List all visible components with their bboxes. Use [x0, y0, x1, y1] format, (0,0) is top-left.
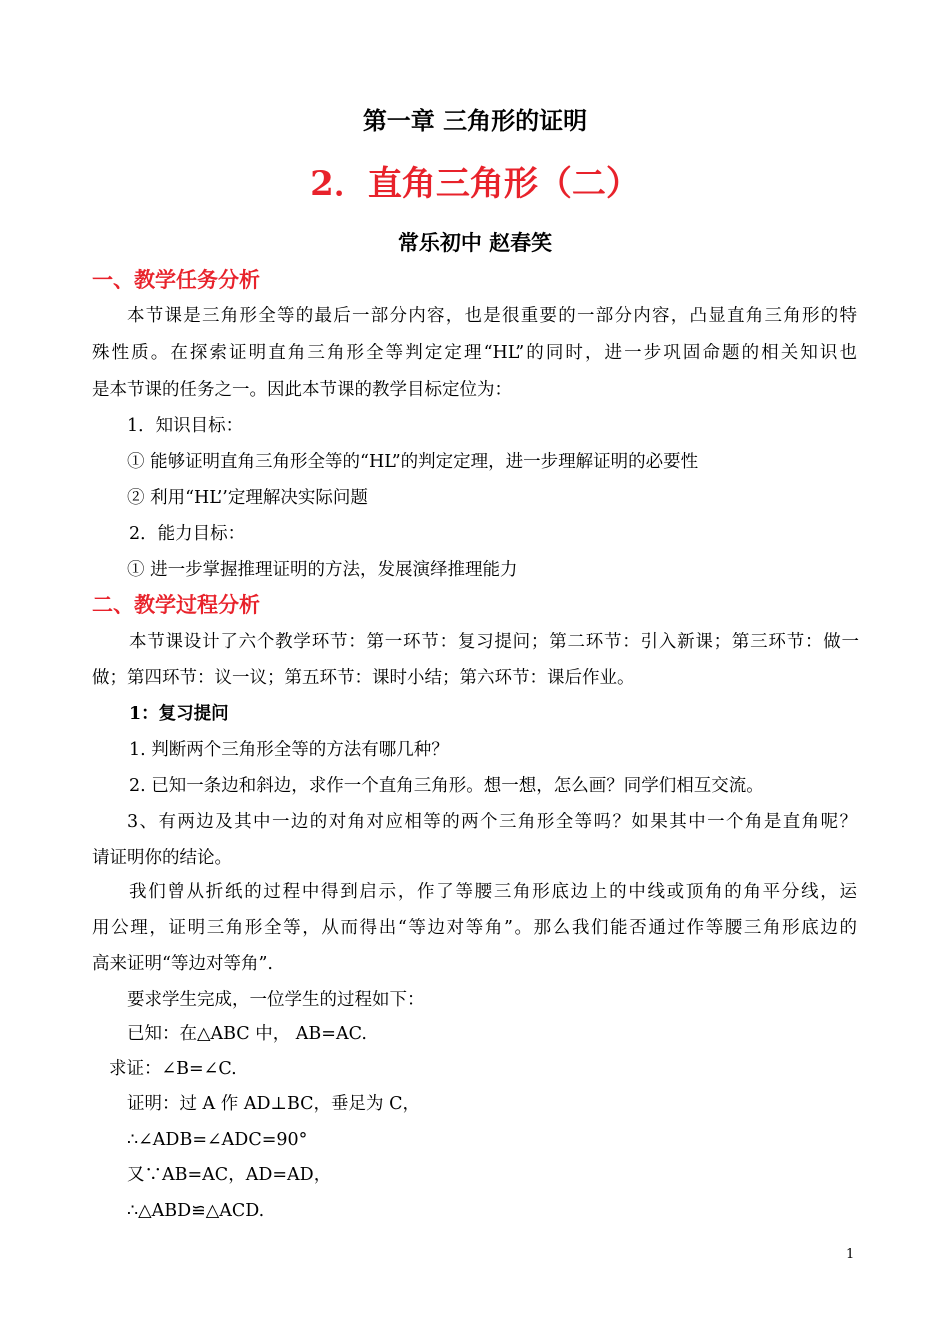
- prove-line: 求证：∠B=∠C.: [109, 1059, 237, 1079]
- paragraph-line: 做；第四环节：议一议；第五环节：课时小结；第六环节：课后作业。: [92, 668, 635, 688]
- paragraph-line: 本节课设计了六个教学环节：第一环节：复习提问；第二环节：引入新课；第三环节：做一: [129, 632, 859, 652]
- paragraph-line: 本节课是三角形全等的最后一部分内容，也是很重要的一部分内容，凸显直角三角形的特: [127, 306, 857, 326]
- proof-step: 又∵AB=AC，AD=AD，: [127, 1165, 332, 1185]
- knowledge-goal-label: 1．知识目标：: [127, 416, 244, 436]
- author-line: 常乐初中 赵春笑: [397, 230, 553, 255]
- knowledge-goal-item: ② 利用“HL’’定理解决实际问题: [127, 488, 368, 508]
- given-line: 已知：在△ABC 中， AB=AC.: [127, 1024, 367, 1044]
- proof-step: 证明：过 A 作 AD⊥BC，垂足为 C，: [127, 1094, 420, 1114]
- question-item: 请证明你的结论。: [92, 848, 232, 868]
- chapter-title: 第一章 三角形的证明: [362, 106, 588, 135]
- requirement-line: 要求学生完成，一位学生的过程如下：: [127, 990, 425, 1010]
- paragraph-line: 高来证明“等边对等角”.: [92, 954, 273, 974]
- ability-goal-label: 2．能力目标：: [129, 524, 246, 544]
- section-heading-process-analysis: 二、教学过程分析: [92, 592, 260, 617]
- lesson-title: 2．直角三角形（二）: [310, 164, 640, 204]
- paragraph-line: 用公理，证明三角形全等，从而得出“等边对等角”。那么我们能否通过作等腰三角形底边的: [92, 918, 857, 938]
- question-item: 3、有两边及其中一边的对角对应相等的两个三角形全等吗？如果其中一个角是直角呢？: [127, 812, 857, 832]
- proof-step: ∴△ABD≌△ACD.: [127, 1201, 265, 1221]
- proof-step: ∴∠ADB=∠ADC=90°: [127, 1130, 308, 1150]
- paragraph-line: 我们曾从折纸的过程中得到启示，作了等腰三角形底边上的中线或顶角的角平分线，运: [129, 882, 857, 902]
- page-number: 1: [846, 1247, 855, 1262]
- knowledge-goal-item: ① 能够证明直角三角形全等的“HL”的判定定理，进一步理解证明的必要性: [127, 452, 699, 472]
- step-title-review: 1：复习提问: [129, 704, 229, 724]
- paragraph-line: 殊性质。在探索证明直角三角形全等判定定理“HL”的同时，进一步巩固命题的相关知识也: [92, 343, 857, 363]
- question-item: 2. 已知一条边和斜边，求作一个直角三角形。想一想，怎么画？同学们相互交流。: [129, 776, 764, 796]
- section-heading-task-analysis: 一、教学任务分析: [92, 267, 260, 292]
- paragraph-line: 是本节课的任务之一。因此本节课的教学目标定位为：: [92, 380, 512, 400]
- question-item: 1. 判断两个三角形全等的方法有哪几种？: [129, 740, 449, 760]
- ability-goal-item: ① 进一步掌握推理证明的方法，发展演绎推理能力: [127, 560, 518, 580]
